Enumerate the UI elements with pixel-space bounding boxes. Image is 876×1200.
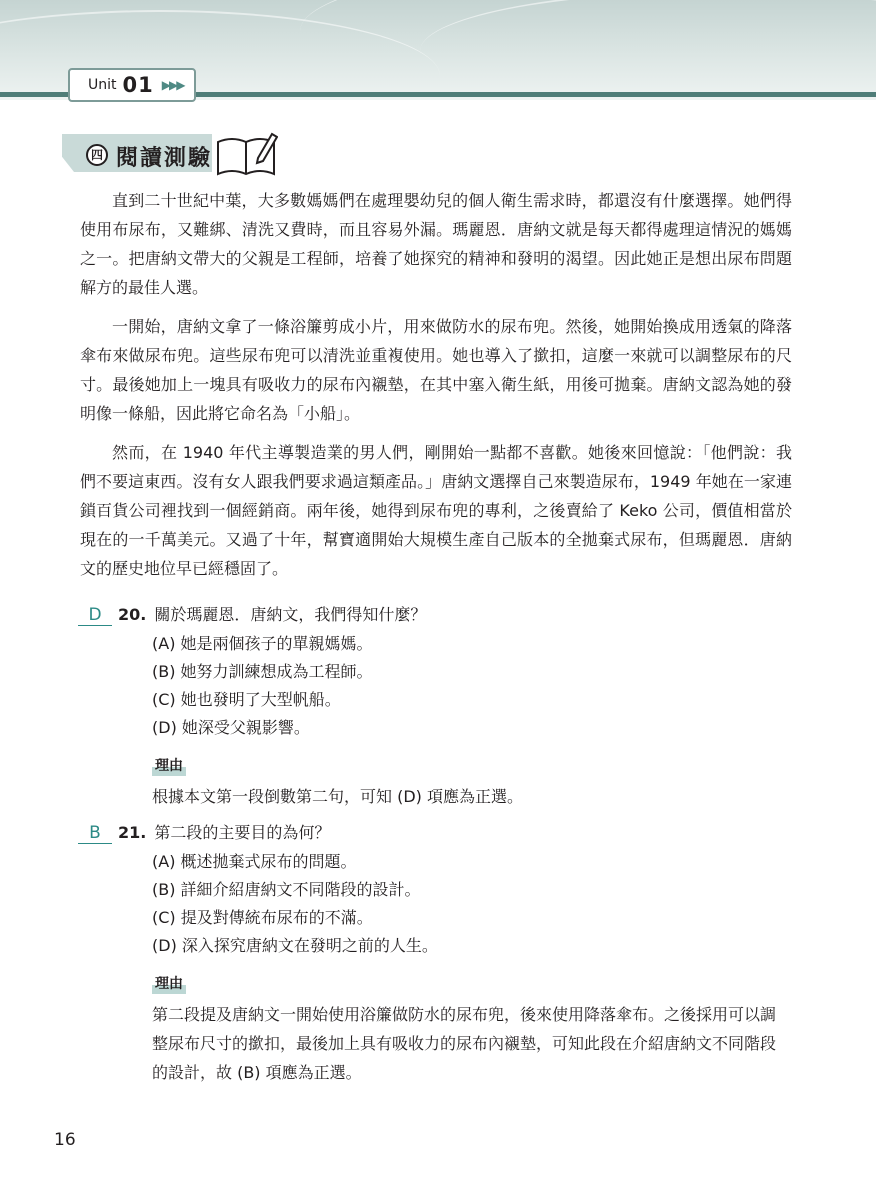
- answer-key: B: [78, 823, 112, 844]
- section-heading: [62, 128, 282, 186]
- question-21: [78, 820, 798, 1087]
- reading-passage: [80, 186, 792, 593]
- unit-label: Unit: [88, 77, 117, 93]
- question-stem: 關於瑪麗恩．唐納文，我們得知什麼？: [154, 605, 427, 624]
- page-number: 16: [54, 1130, 76, 1150]
- option-b: (B) 詳細介紹唐納文不同階段的設計。: [152, 880, 421, 899]
- option-d: (D) 她深受父親影響。: [152, 718, 310, 737]
- passage-paragraph: 一開始，唐納文拿了一條浴簾剪成小片，用來做防水的尿布兜。然後，她開始換成用透氣的降落傘布來做尿布兜。這些尿布兜可以清洗並重複使用。她也導入了撳扣，這麼一來就可以調整尿布的尺寸。最後她加上一塊具有吸收力的尿布內襯墊，在其中塞入衛生紙，用後可拋棄。唐納文認為她的發明像一條船，因此將它命名為「小船」。: [80, 317, 792, 423]
- option-c: (C) 她也發明了大型帆船。: [152, 690, 341, 709]
- reason-text: 根據本文第一段倒數第二句，可知 (D) 項應為正選。: [152, 787, 523, 806]
- open-book-pencil-icon: [214, 128, 278, 178]
- option-a: (A) 概述拋棄式尿布的問題。: [152, 852, 357, 871]
- option-d: (D) 深入探究唐納文在發明之前的人生。: [152, 936, 438, 955]
- passage-paragraph: 然而，在 1940 年代主導製造業的男人們，剛開始一點都不喜歡。她後來回憶說：「他們說：我們不要這東西。沒有女人跟我們要求過這類產品。」唐納文選擇自己來製造尿布，1949 年她在一家連鎖百貨公司裡找到一個經銷商。兩年後，她得到尿布兜的專利，之後賣給了 Keko 公司，價值相當於現在的一千萬美元。又過了十年，幫寶適開始大規模生產自己版本的全拋棄式尿布，但瑪麗恩．唐納文的歷史地位早已經穩固了。: [80, 443, 792, 578]
- question-number: 21.: [118, 823, 147, 842]
- passage-paragraph: 直到二十世紀中葉，大多數媽媽們在處理嬰幼兒的個人衛生需求時，都還沒有什麼選擇。她們得使用布尿布，又難綁、清洗又費時，而且容易外漏。瑪麗恩．唐納文就是每天都得處理這情況的媽媽之一。把唐納文帶大的父親是工程師，培養了她探究的精神和發明的渴望。因此她正是想出尿布問題解方的最佳人選。: [80, 191, 792, 297]
- unit-tab: [68, 68, 196, 102]
- unit-number: 01: [122, 73, 154, 97]
- question-number: 20.: [118, 605, 147, 624]
- question-20: [78, 602, 798, 811]
- section-title: 閱讀測驗: [116, 146, 213, 171]
- question-stem: 第二段的主要目的為何？: [154, 823, 331, 842]
- decor-wave: [420, 0, 876, 100]
- section-number-badge: 四: [86, 144, 108, 166]
- triple-chevron-icon: ▶▶▶: [161, 78, 184, 92]
- option-b: (B) 她努力訓練想成為工程師。: [152, 662, 373, 681]
- reason-label: 理由: [152, 756, 186, 776]
- reason-label: 理由: [152, 974, 186, 994]
- option-a: (A) 她是兩個孩子的單親媽媽。: [152, 634, 373, 653]
- option-list: [152, 630, 798, 742]
- option-list: [152, 848, 798, 960]
- reason-text: 第二段提及唐納文一開始使用浴簾做防水的尿布兜，後來使用降落傘布。之後採用可以調整尿布尺寸的撳扣，最後加上具有吸收力的尿布內襯墊，可知此段在介紹唐納文不同階段的設計，故 (B) 項應為正選。: [152, 1005, 777, 1082]
- option-c: (C) 提及對傳統布尿布的不滿。: [152, 908, 373, 927]
- answer-key: D: [78, 605, 112, 626]
